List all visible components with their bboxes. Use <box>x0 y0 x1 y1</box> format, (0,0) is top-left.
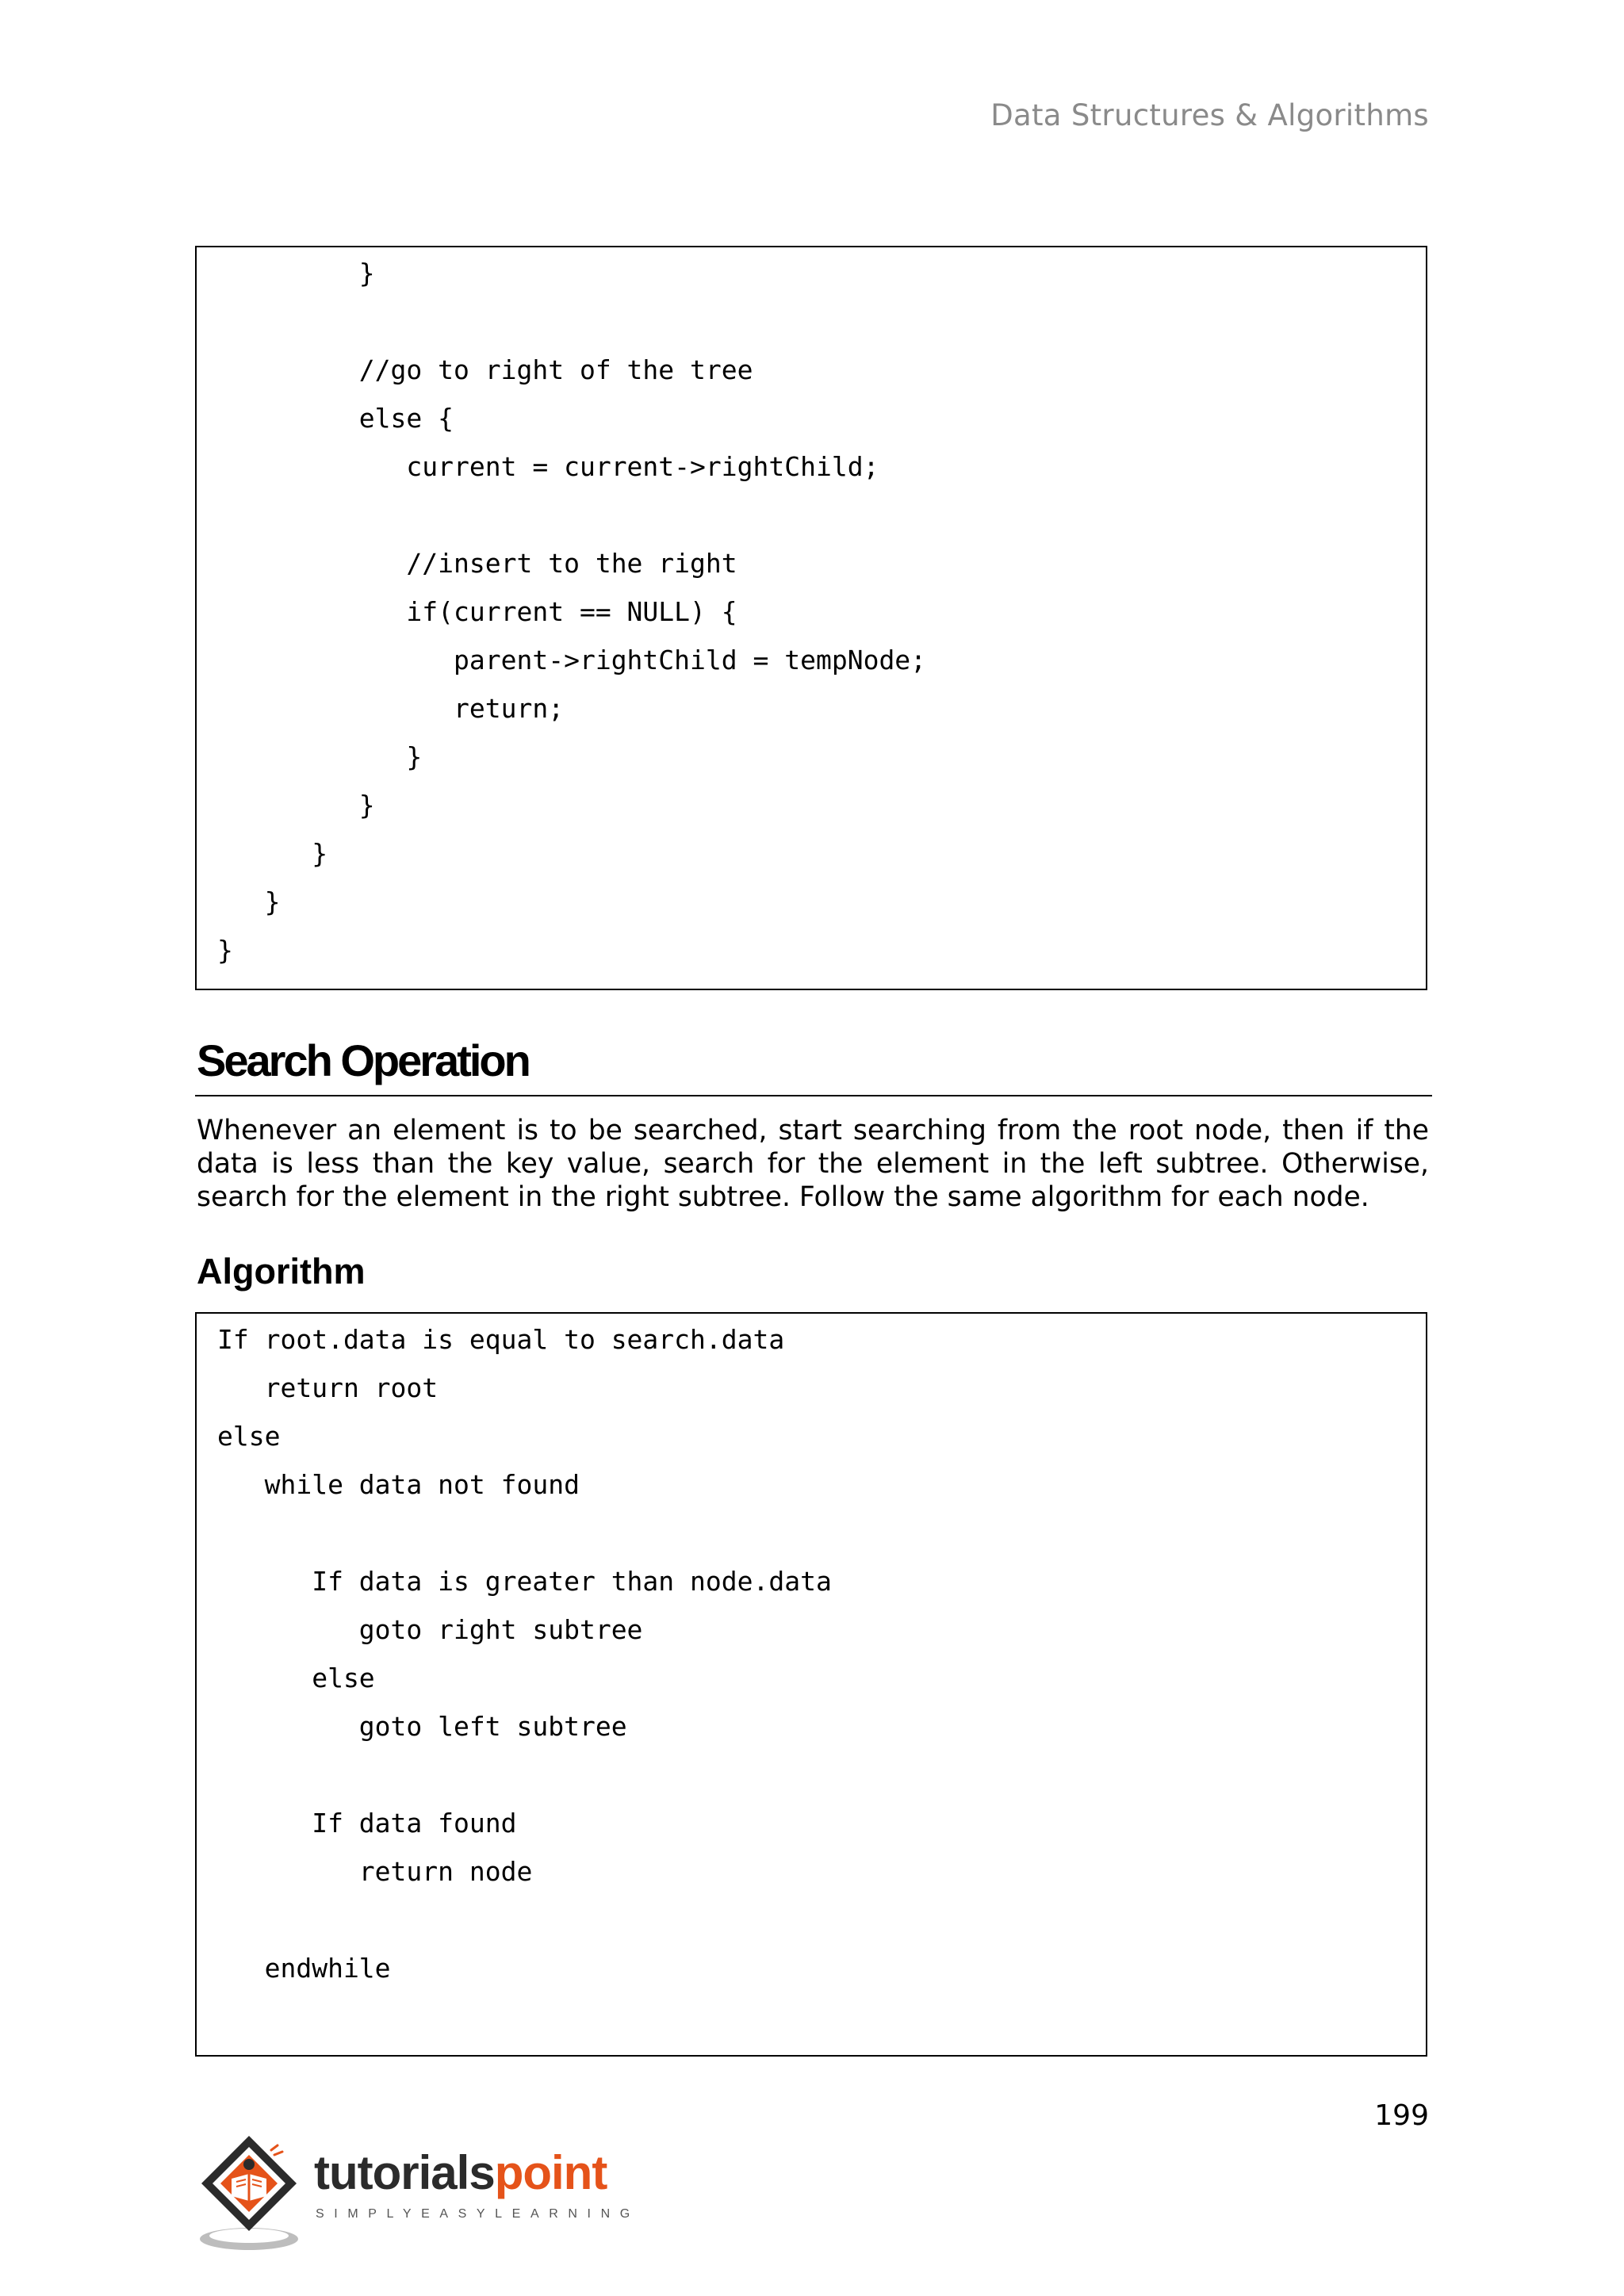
code-line: } <box>217 741 423 772</box>
algorithm-heading: Algorithm <box>197 1251 366 1292</box>
code-line: parent->rightChild = tempNode; <box>217 645 927 675</box>
code-line: } <box>217 886 281 917</box>
tutorialspoint-logo <box>195 2130 639 2256</box>
code-block-search-algorithm <box>195 1312 1427 2057</box>
code-line: else { <box>217 403 454 434</box>
code-line: if(current == NULL) { <box>217 596 737 627</box>
code-line: else <box>217 1421 281 1452</box>
code-line: return node <box>217 1856 533 1887</box>
code-line: If data found <box>217 1808 517 1839</box>
section-paragraph: Whenever an element is to be searched, start searching from the root node, then if the data is less than the key value, search for the element in the left subtree. Otherwise, search for the element in the right subtree. Follow the same algorithm for each node. <box>197 1115 1429 1213</box>
logo-wordmark <box>314 2145 607 2200</box>
code-line: //go to right of the tree <box>217 354 753 385</box>
code-line: return; <box>217 693 565 724</box>
logo-tagline: SIMPLYEASYLEARNING <box>316 2207 640 2221</box>
code-line: } <box>217 935 233 966</box>
code-line: If data is greater than node.data <box>217 1566 832 1597</box>
code-line: return root <box>217 1372 439 1403</box>
logo-word-point: point <box>494 2146 607 2199</box>
code-line: else <box>217 1663 375 1693</box>
title-underline <box>195 1095 1432 1096</box>
code-line: endwhile <box>217 1953 391 1984</box>
logo-diamond-icon <box>195 2130 314 2256</box>
code-line: while data not found <box>217 1469 580 1500</box>
code-block-insert-continued <box>195 246 1427 990</box>
code-line: } <box>217 838 328 869</box>
code-line: } <box>217 258 375 289</box>
code-line: If root.data is equal to search.data <box>217 1324 785 1355</box>
code-line: goto right subtree <box>217 1614 643 1645</box>
section-title: Search Operation <box>197 1035 529 1085</box>
code-line: goto left subtree <box>217 1711 627 1742</box>
page-number: 199 <box>1374 2099 1429 2132</box>
code-line: } <box>217 790 375 821</box>
running-header: Data Structures & Algorithms <box>990 98 1429 132</box>
logo-word-tutorials: tutorials <box>314 2146 495 2199</box>
code-line: current = current->rightChild; <box>217 451 879 482</box>
code-line: //insert to the right <box>217 548 737 579</box>
